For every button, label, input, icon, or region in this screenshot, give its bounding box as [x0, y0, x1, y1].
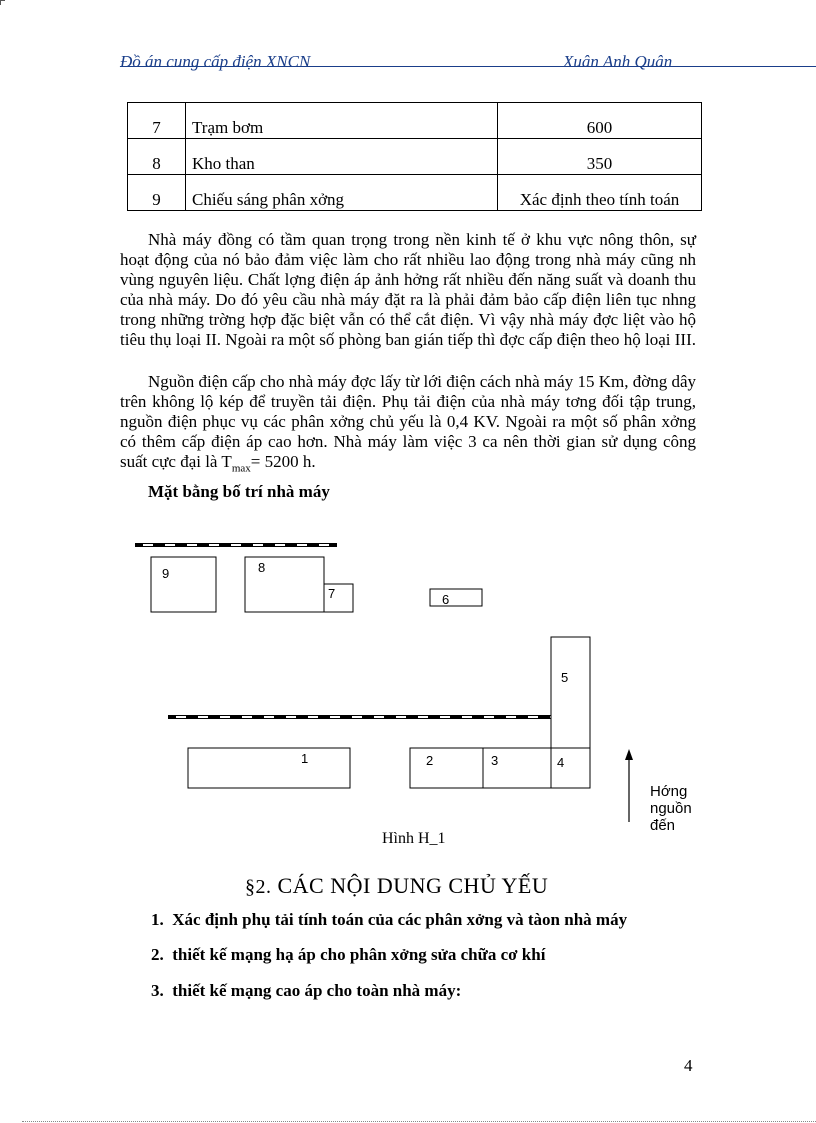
- section-symbol: §2.: [245, 876, 272, 898]
- building-2: [410, 748, 483, 788]
- cell-value: 350: [498, 139, 702, 175]
- label-4: 4: [557, 755, 565, 770]
- table-row: [128, 139, 702, 175]
- building-8: [245, 557, 324, 612]
- cell-name: Kho than: [186, 139, 498, 175]
- direction-label-3: đến: [650, 817, 676, 834]
- section-title: CÁC NỘI DUNG CHỦ YẾU: [277, 873, 549, 898]
- label-7: 7: [328, 586, 336, 601]
- workshop-table: [127, 102, 702, 211]
- plan-title: Mặt bằng bố trí nhà máy: [148, 482, 330, 501]
- arrow-up-icon: [625, 749, 633, 760]
- task-item: [151, 910, 627, 930]
- page-bottom-border: [22, 1121, 816, 1122]
- label-3: 3: [491, 753, 499, 768]
- task-text: thiết kế mạng cao áp cho toàn nhà máy:: [172, 981, 462, 1000]
- label-5: 5: [561, 670, 569, 685]
- cell-no: 9: [128, 175, 186, 211]
- page-number: 4: [684, 1056, 693, 1075]
- factory-layout-diagram: [0, 525, 816, 845]
- header-rule: [120, 66, 816, 67]
- label-1: 1: [301, 751, 309, 766]
- building-9: [151, 557, 216, 612]
- cell-value: Xác định theo tính toán: [498, 175, 702, 211]
- label-2: 2: [426, 753, 434, 768]
- task-text: thiết kế mạng hạ áp cho phân xởng sửa chữa cơ khí: [172, 945, 546, 964]
- header-right: Xuân Anh Quân: [563, 52, 673, 71]
- paragraph-importance: Nhà máy đồng có tầm quan trọng trong nền kinh tế ở khu vực nông thôn, sự hoạt động của nó bảo đảm việc làm cho rất nhiều lao động trong nhà máy cũng nh vùng nguyên liệu. Chất lợng điện áp ảnh hởng rất nhiều đến năng suất và doanh thu của nhà máy. Do đó yêu cầu nhà máy đặt ra là phải đảm bảo cấp điện liên tục nhng trong những trờng hợp đặc biệt vẫn có thể cắt điện. Vì vậy nhà máy đợc liệt vào hộ tiêu thụ loại II. Ngoài ra một số phòng ban gián tiếp thì đợc cấp điện theo hộ loại III.: [120, 230, 696, 349]
- header-left: Đồ án cung cấp điện XNCN: [120, 52, 311, 71]
- table-row: [128, 175, 702, 211]
- cell-value: 600: [498, 103, 702, 139]
- cell-no: 7: [128, 103, 186, 139]
- task-number: 3.: [151, 981, 164, 1000]
- building-1: [188, 748, 350, 788]
- subscript-max: max: [231, 462, 251, 475]
- page-corner-mark: [0, 0, 5, 5]
- cell-name: Trạm bơm: [186, 103, 498, 139]
- table-row: [128, 103, 702, 139]
- section-heading: [245, 873, 548, 899]
- label-9: 9: [162, 566, 170, 581]
- task-number: 1.: [151, 910, 164, 929]
- figure-caption: Hình H_1: [382, 830, 446, 847]
- task-item: [151, 945, 545, 965]
- task-number: 2.: [151, 945, 164, 964]
- direction-label-2: nguồn: [650, 800, 692, 817]
- label-6: 6: [442, 592, 450, 607]
- label-8: 8: [258, 560, 266, 575]
- cell-name: Chiếu sáng phân xởng: [186, 175, 498, 211]
- paragraph-text: Nguồn điện cấp cho nhà máy đợc lấy từ lới điện cách nhà máy 15 Km, đờng dây trên không lộ kép để truyền tải điện. Phụ tải điện của nhà máy tơng đối tập trung, nguồn điện phục vụ các phân xởng chủ yếu là 0,4 KV. Ngoài ra một số phân xởng có thêm cấp điện áp cao hơn. Nhà máy làm việc 3 ca nên thời gian sử dụng công suất cực đại là T: [120, 372, 696, 471]
- building-5: [551, 637, 590, 748]
- building-6: [430, 589, 482, 606]
- paragraph-text-end: = 5200 h.: [250, 452, 316, 471]
- cell-no: 8: [128, 139, 186, 175]
- direction-label-1: Hớng: [650, 783, 688, 800]
- task-text: Xác định phụ tải tính toán của các phân xởng và tàon nhà máy: [172, 910, 628, 929]
- paragraph-power-source: [120, 372, 696, 478]
- task-item: [151, 981, 461, 1001]
